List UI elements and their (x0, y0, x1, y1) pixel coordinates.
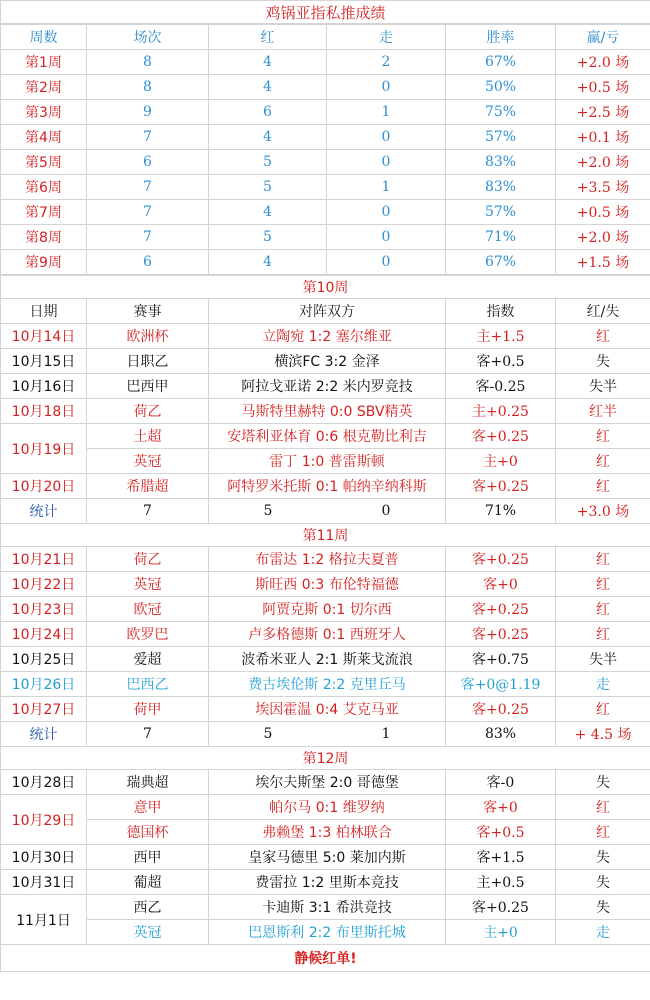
match-row (1, 672, 650, 697)
summary-push: 0 (327, 125, 446, 150)
summary-pl: +2.0 场 (556, 50, 650, 75)
match-teams: 阿特罗米托斯 0:1 帕纳辛纳科斯 (209, 474, 446, 499)
stats-red: 5 (263, 503, 273, 519)
match-league: 土超 (87, 424, 209, 449)
match-league: 荷甲 (87, 697, 209, 722)
summary-week: 第8周 (1, 225, 87, 250)
match-teams: 阿拉戈亚诺 2:2 米内罗竞技 (209, 374, 446, 399)
header-date: 日期 (1, 299, 87, 324)
match-row (1, 572, 650, 597)
match-line: 客+1.5 (446, 845, 556, 870)
match-result: 走 (556, 672, 650, 697)
summary-pl: +0.1 场 (556, 125, 650, 150)
match-row (1, 697, 650, 722)
summary-week: 第5周 (1, 150, 87, 175)
match-league: 英冠 (87, 920, 209, 945)
match-teams: 波希米亚人 2:1 斯莱戈流浪 (209, 647, 446, 672)
match-line: 客+0 (446, 795, 556, 820)
match-date: 10月29日 (1, 795, 87, 845)
header-pl: 赢/亏 (556, 25, 650, 50)
summary-table (0, 24, 650, 275)
match-line: 主+0 (446, 449, 556, 474)
summary-rate: 75% (446, 100, 556, 125)
match-league: 巴西乙 (87, 672, 209, 697)
match-league: 英冠 (87, 449, 209, 474)
summary-games: 7 (87, 175, 209, 200)
match-line: 客+0.5 (446, 820, 556, 845)
match-line: 客+0.75 (446, 647, 556, 672)
stats-pl: + 4.5 场 (556, 722, 650, 747)
results-table (0, 0, 650, 24)
match-date: 10月15日 (1, 349, 87, 374)
match-date: 10月23日 (1, 597, 87, 622)
match-league: 西甲 (87, 845, 209, 870)
week12-title: 第12周 (1, 747, 650, 770)
match-line: 客+0.25 (446, 424, 556, 449)
match-date: 10月26日 (1, 672, 87, 697)
match-league: 西乙 (87, 895, 209, 920)
summary-pl: +3.5 场 (556, 175, 650, 200)
summary-week: 第6周 (1, 175, 87, 200)
match-result: 红 (556, 449, 650, 474)
match-league: 爱超 (87, 647, 209, 672)
summary-red: 4 (209, 200, 327, 225)
summary-red: 4 (209, 50, 327, 75)
stats-push: 1 (381, 726, 391, 742)
match-result: 红 (556, 547, 650, 572)
summary-header-row (1, 25, 650, 50)
summary-red: 5 (209, 150, 327, 175)
summary-push: 0 (327, 250, 446, 275)
summary-rate: 71% (446, 225, 556, 250)
match-line: 客+0.25 (446, 474, 556, 499)
match-row (1, 424, 650, 449)
summary-games: 6 (87, 250, 209, 275)
match-result: 失 (556, 870, 650, 895)
match-row (1, 324, 650, 349)
summary-week: 第9周 (1, 250, 87, 275)
summary-red: 4 (209, 125, 327, 150)
stats-rate: 83% (446, 722, 556, 747)
match-date: 10月30日 (1, 845, 87, 870)
header-push: 走 (327, 25, 446, 50)
match-league: 日职乙 (87, 349, 209, 374)
match-teams: 布雷达 1:2 格拉夫夏普 (209, 547, 446, 572)
summary-games: 8 (87, 75, 209, 100)
match-line: 客+0 (446, 572, 556, 597)
week10-stats-row (1, 499, 650, 524)
summary-rate: 50% (446, 75, 556, 100)
match-line: 主+1.5 (446, 324, 556, 349)
header-rate: 胜率 (446, 25, 556, 50)
summary-rate: 67% (446, 250, 556, 275)
match-date: 10月19日 (1, 424, 87, 474)
match-date: 10月25日 (1, 647, 87, 672)
match-row (1, 770, 650, 795)
header-result: 红/失 (556, 299, 650, 324)
match-result: 红 (556, 572, 650, 597)
footer-note: 静候红单! (1, 945, 650, 972)
match-result: 走 (556, 920, 650, 945)
match-league: 葡超 (87, 870, 209, 895)
summary-week: 第2周 (1, 75, 87, 100)
summary-week: 第7周 (1, 200, 87, 225)
match-date: 10月16日 (1, 374, 87, 399)
summary-rate: 83% (446, 175, 556, 200)
stats-push: 0 (381, 503, 391, 519)
stats-red: 5 (263, 726, 273, 742)
match-date: 10月20日 (1, 474, 87, 499)
summary-rate: 83% (446, 150, 556, 175)
match-league: 巴西甲 (87, 374, 209, 399)
header-line: 指数 (446, 299, 556, 324)
header-red: 红 (209, 25, 327, 50)
match-date: 10月14日 (1, 324, 87, 349)
summary-pl: +0.5 场 (556, 200, 650, 225)
match-result: 红 (556, 474, 650, 499)
match-teams: 埃尔夫斯堡 2:0 哥德堡 (209, 770, 446, 795)
header-week: 周数 (1, 25, 87, 50)
week11-stats-row (1, 722, 650, 747)
match-row (1, 449, 650, 474)
match-teams: 安塔利亚体育 0:6 根克勒比利吉 (209, 424, 446, 449)
match-result: 失 (556, 770, 650, 795)
match-teams: 马斯特里赫特 0:0 SBV精英 (209, 399, 446, 424)
match-league: 英冠 (87, 572, 209, 597)
match-date: 10月22日 (1, 572, 87, 597)
header-league: 赛事 (87, 299, 209, 324)
summary-push: 0 (327, 225, 446, 250)
match-league: 德国杯 (87, 820, 209, 845)
match-row (1, 920, 650, 945)
match-line: 客+0.25 (446, 547, 556, 572)
detail-table (0, 275, 650, 972)
match-row (1, 374, 650, 399)
match-teams: 费古埃伦斯 2:2 克里丘马 (209, 672, 446, 697)
summary-row (1, 150, 650, 175)
summary-games: 7 (87, 200, 209, 225)
match-league: 欧冠 (87, 597, 209, 622)
match-result: 失半 (556, 647, 650, 672)
summary-pl: +2.5 场 (556, 100, 650, 125)
match-date: 10月18日 (1, 399, 87, 424)
summary-row (1, 225, 650, 250)
summary-games: 9 (87, 100, 209, 125)
match-row (1, 597, 650, 622)
summary-red: 5 (209, 225, 327, 250)
match-date: 10月21日 (1, 547, 87, 572)
match-result: 红半 (556, 399, 650, 424)
summary-row (1, 100, 650, 125)
match-result: 红 (556, 795, 650, 820)
summary-rate: 57% (446, 125, 556, 150)
match-row (1, 349, 650, 374)
match-teams: 弗赖堡 1:3 柏林联合 (209, 820, 446, 845)
match-line: 客+0.25 (446, 697, 556, 722)
match-line: 主+0.25 (446, 399, 556, 424)
match-result: 失 (556, 845, 650, 870)
match-teams: 费雷拉 1:2 里斯本竞技 (209, 870, 446, 895)
match-result: 红 (556, 597, 650, 622)
summary-row (1, 175, 650, 200)
match-line: 主+0.5 (446, 870, 556, 895)
match-teams: 卢多格德斯 0:1 西班牙人 (209, 622, 446, 647)
match-league: 瑞典超 (87, 770, 209, 795)
match-result: 失 (556, 349, 650, 374)
match-result: 红 (556, 697, 650, 722)
summary-red: 6 (209, 100, 327, 125)
summary-push: 0 (327, 75, 446, 100)
match-teams: 雷丁 1:0 普雷斯顿 (209, 449, 446, 474)
match-result: 红 (556, 424, 650, 449)
match-teams: 卡迪斯 3:1 希洪竞技 (209, 895, 446, 920)
summary-row (1, 75, 650, 100)
summary-row (1, 125, 650, 150)
summary-games: 7 (87, 125, 209, 150)
match-line: 客+0.5 (446, 349, 556, 374)
match-result: 失 (556, 895, 650, 920)
match-teams: 皇家马德里 5:0 莱加内斯 (209, 845, 446, 870)
match-row (1, 845, 650, 870)
summary-rate: 67% (446, 50, 556, 75)
match-teams: 阿贾克斯 0:1 切尔西 (209, 597, 446, 622)
match-league: 欧洲杯 (87, 324, 209, 349)
summary-pl: +0.5 场 (556, 75, 650, 100)
summary-red: 5 (209, 175, 327, 200)
match-league: 荷乙 (87, 547, 209, 572)
match-teams: 立陶宛 1:2 塞尔维亚 (209, 324, 446, 349)
match-row (1, 820, 650, 845)
match-result: 红 (556, 324, 650, 349)
match-league: 意甲 (87, 795, 209, 820)
match-row (1, 795, 650, 820)
match-date: 10月31日 (1, 870, 87, 895)
match-row (1, 622, 650, 647)
page-title: 鸡锅亚指私推成绩 (1, 1, 650, 24)
summary-push: 0 (327, 150, 446, 175)
match-row (1, 474, 650, 499)
summary-week: 第4周 (1, 125, 87, 150)
match-row (1, 547, 650, 572)
summary-games: 6 (87, 150, 209, 175)
stats-games: 7 (87, 722, 209, 747)
stats-label: 统计 (1, 722, 87, 747)
summary-week: 第1周 (1, 50, 87, 75)
summary-row (1, 250, 650, 275)
summary-pl: +2.0 场 (556, 225, 650, 250)
match-result: 红 (556, 622, 650, 647)
summary-push: 2 (327, 50, 446, 75)
summary-rate: 57% (446, 200, 556, 225)
match-row (1, 895, 650, 920)
stats-games: 7 (87, 499, 209, 524)
stats-rate: 71% (446, 499, 556, 524)
match-line: 主+0 (446, 920, 556, 945)
week11-title: 第11周 (1, 524, 650, 547)
summary-pl: +2.0 场 (556, 150, 650, 175)
match-date: 10月27日 (1, 697, 87, 722)
summary-push: 0 (327, 200, 446, 225)
match-date: 10月28日 (1, 770, 87, 795)
match-result: 失半 (556, 374, 650, 399)
match-line: 客+0.25 (446, 622, 556, 647)
summary-push: 1 (327, 100, 446, 125)
match-date: 11月1日 (1, 895, 87, 945)
stats-pl: +3.0 场 (556, 499, 650, 524)
detail-header-row (1, 299, 650, 324)
summary-red: 4 (209, 250, 327, 275)
match-teams: 横滨FC 3:2 金泽 (209, 349, 446, 374)
match-league: 欧罗巴 (87, 622, 209, 647)
match-line: 客+0.25 (446, 597, 556, 622)
summary-row (1, 200, 650, 225)
summary-games: 7 (87, 225, 209, 250)
match-league: 希腊超 (87, 474, 209, 499)
match-line: 客+0@1.19 (446, 672, 556, 697)
stats-label: 统计 (1, 499, 87, 524)
header-match: 对阵双方 (209, 299, 446, 324)
match-row (1, 647, 650, 672)
match-row (1, 870, 650, 895)
match-teams: 帕尔马 0:1 维罗纳 (209, 795, 446, 820)
match-teams: 斯旺西 0:3 布伦特福德 (209, 572, 446, 597)
summary-week: 第3周 (1, 100, 87, 125)
match-line: 客-0 (446, 770, 556, 795)
match-date: 10月24日 (1, 622, 87, 647)
match-row (1, 399, 650, 424)
summary-games: 8 (87, 50, 209, 75)
week10-title: 第10周 (1, 276, 650, 299)
match-result: 红 (556, 820, 650, 845)
match-teams: 巴恩斯利 2:2 布里斯托城 (209, 920, 446, 945)
summary-push: 1 (327, 175, 446, 200)
summary-red: 4 (209, 75, 327, 100)
match-league: 荷乙 (87, 399, 209, 424)
match-line: 客+0.25 (446, 895, 556, 920)
header-games: 场次 (87, 25, 209, 50)
match-teams: 埃因霍温 0:4 艾克马亚 (209, 697, 446, 722)
match-line: 客-0.25 (446, 374, 556, 399)
summary-row (1, 50, 650, 75)
summary-pl: +1.5 场 (556, 250, 650, 275)
